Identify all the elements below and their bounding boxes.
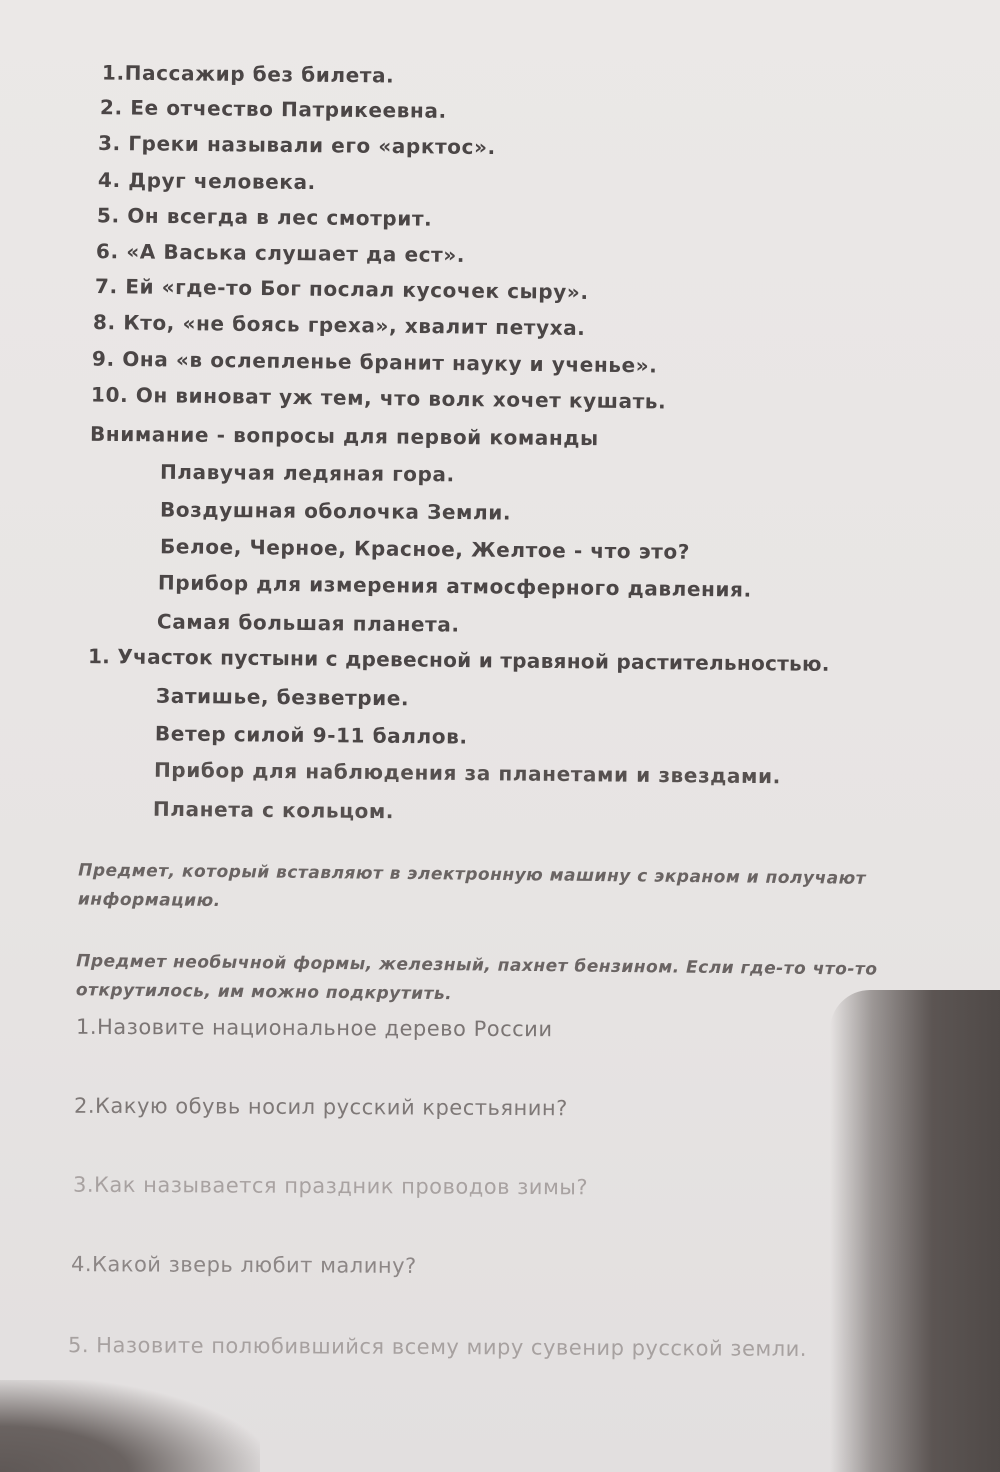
team2-question-3: Ветер силой 9-11 баллов.	[154, 721, 468, 749]
question-1: 1.Пассажир без билета.	[101, 60, 395, 88]
russia-question-3: 3.Как называется праздник проводов зимы?	[72, 1172, 589, 1200]
riddle-computer: Предмет, который вставляют в электронную машину с экраном и получают информацию.	[77, 860, 867, 912]
team1-question-1: Плавучая ледяная гора.	[159, 459, 455, 487]
corner-shadow	[0, 1380, 260, 1472]
team2-question-2: Затишье, безветрие.	[155, 683, 410, 711]
question-7: 7. Ей «где-то Бог послал кусочек сыру».	[94, 273, 589, 305]
question-2: 2. Ее отчество Патрикеевна.	[99, 95, 447, 123]
question-3: 3. Греки называли его «арктос».	[97, 130, 496, 160]
riddle-wrench: Предмет необычной формы, железный, пахнет бензином. Если где-то что-то открутилось, им можно подкрутить.	[75, 951, 878, 1005]
team2-question-4: Прибор для наблюдения за планетами и звездами.	[153, 757, 781, 789]
team2-question-5: Планета с кольцом.	[152, 796, 395, 824]
question-10: 10. Он виноват уж тем, что волк хочет кушать.	[90, 382, 667, 414]
russia-question-2: 2.Какую обувь носил русский крестьянин?	[73, 1093, 568, 1121]
russia-question-1: 1.Назовите национальное дерево России	[75, 1014, 553, 1042]
question-9: 9. Она «в ослепленье бранит науку и ученье».	[91, 346, 658, 378]
team2-question-1: 1. Участок пустыни с древесной и травяной растительностью.	[87, 644, 830, 676]
team1-question-3: Белое, Черное, Красное, Желтое - что это?	[159, 534, 691, 564]
russia-question-4: 4.Какой зверь любит малину?	[70, 1252, 417, 1278]
question-8: 8. Кто, «не боясь греха», хвалит петуха.	[92, 309, 586, 341]
team1-question-4: Прибор для измерения атмосферного давления.	[157, 570, 752, 602]
team1-question-5: Самая большая планета.	[156, 609, 460, 637]
question-5: 5. Он всегда в лес смотрит.	[96, 203, 433, 231]
hand-shadow	[830, 990, 1000, 1472]
russia-question-5: 5. Назовите полюбившийся всему миру сувенир русской земли.	[67, 1333, 808, 1361]
team1-question-2: Воздушная оболочка Земли.	[159, 497, 512, 525]
team-heading: Внимание - вопросы для первой команды	[89, 421, 599, 451]
question-4: 4. Друг человека.	[97, 167, 316, 195]
question-6: 6. «А Васька слушает да ест».	[95, 239, 466, 267]
